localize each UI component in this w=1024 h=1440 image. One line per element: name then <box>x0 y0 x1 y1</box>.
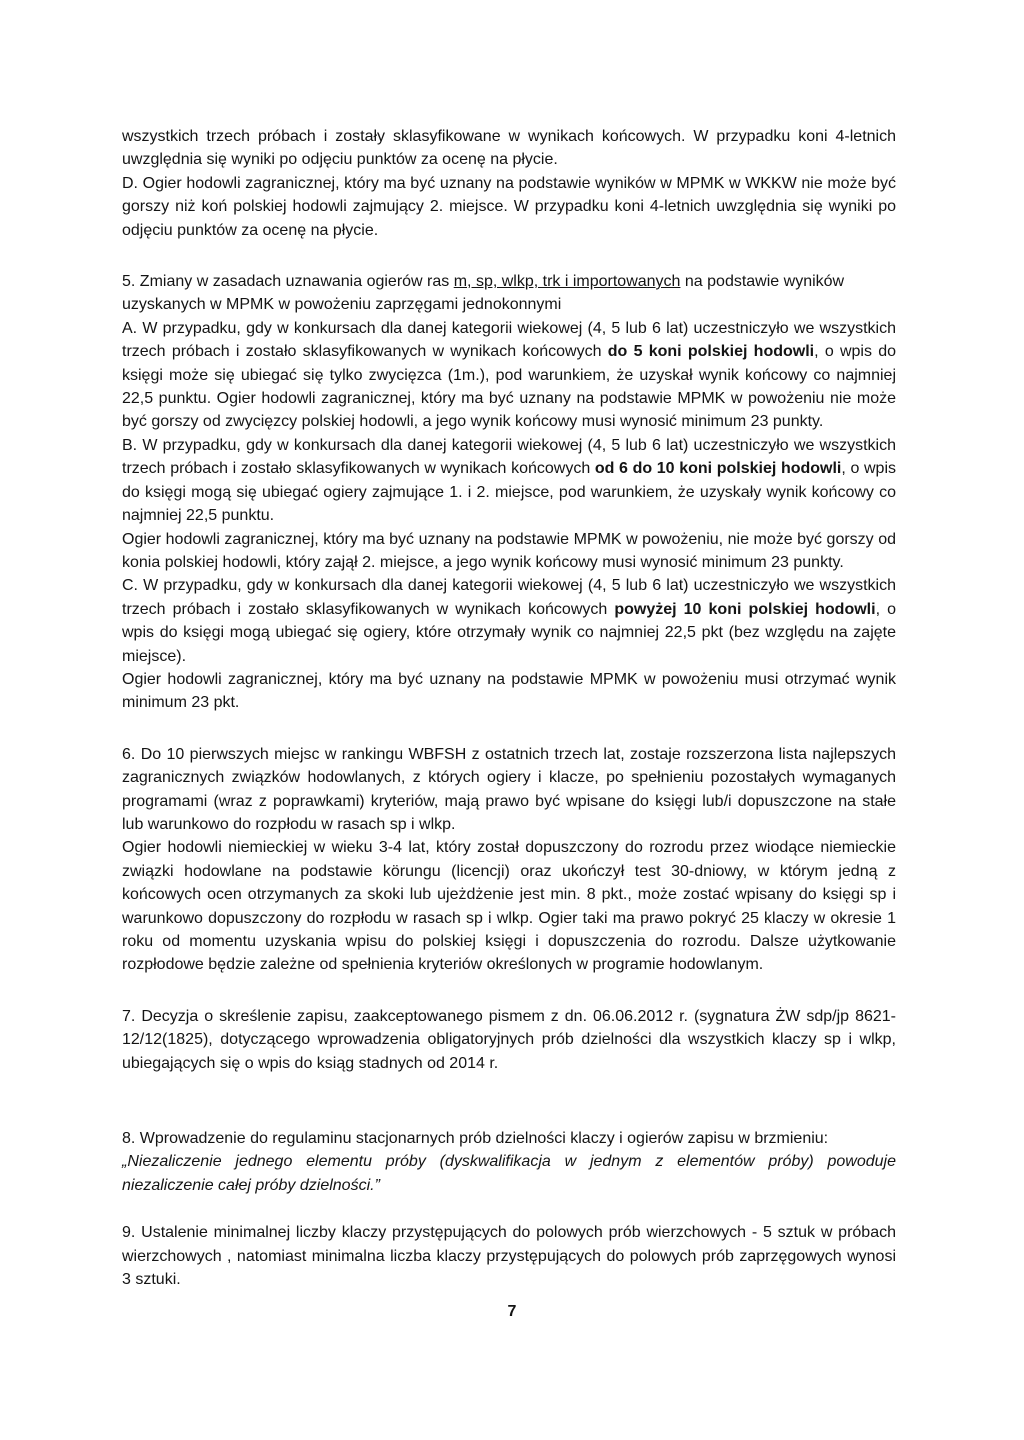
item-a-text-1: A. W przypadku, gdy w konkursach dla danej kategorii wiekowej (4, 5 lub 6 lat) uczestniczyło we wszystkich trzech próbach i zostało sklasyfikowanych w wynikach końcowych <box>122 319 896 361</box>
section-5-heading-pre: 5. Zmiany w zasadach uznawania ogierów ras <box>122 273 454 291</box>
section-8: 8. Wprowadzenie do regulaminu stacjonarnych prób dzielności klaczy i ogierów zapisu w brzmieniu: <box>122 1130 829 1148</box>
item-c-bold: powyżej 10 koni polskiej hodowli <box>614 600 876 618</box>
spacer <box>122 242 896 270</box>
page-number: 7 <box>507 1303 517 1320</box>
section-7: 7. Decyzja o skreślenie zapisu, zaakceptowanego pismem z dn. 06.06.2012 r. (sygnatura ŻW sdp/jp 8621-12/12(1825), dotyczącego wprowadzenia obligatoryjnych prób dzielności dla wszystkich klaczy sp i wlkp, ubiegających się o wpis do ksiąg stadnych od 2014 r. <box>122 1007 896 1072</box>
item-a-text-2: , o wpis do księgi może się ubiegać się tylko zwycięzca (1m.), pod warunkiem, że uzyskał wynik końcowy co najmniej 22,5 punktu. Ogier hodowli zagranicznej, który ma być uznany na podstawie MPMK w powożeniu nie może być gorszy od zwycięzcy polskiej hodowli, a jego wynik końcowy musi wynosić minimum 23 punkty. <box>122 343 897 431</box>
section-9: 9. Ustalenie minimalnej liczby klaczy przystępujących do polowych prób wierzchowych - 5 sztuk w próbach wierzchowych , natomiast minimalna liczba klaczy przystępujących do polowych prób zaprzęgowych wynosi 3 sztuki. <box>122 1224 896 1289</box>
spacer <box>122 1103 896 1127</box>
spacer <box>122 1197 896 1221</box>
section-8-quote: „Niezaliczenie jednego elementu próby (dyskwalifikacja w jednym z elementów próby) powoduje niezaliczenie całej próby dzielności.” <box>122 1153 896 1194</box>
spacer <box>122 1075 896 1103</box>
section-5-item-c-foreign: Ogier hodowli zagranicznej, który ma być uznany na podstawie MPMK w powożeniu musi otrzymać wynik minimum 23 pkt. <box>122 670 896 712</box>
spacer <box>122 715 896 743</box>
section-5-heading-post: na podstawie wyników uzyskanych w MPMK w powożeniu zaprzęgami jednokonnymi <box>122 273 845 314</box>
section-6: 6. Do 10 pierwszych miejsc w rankingu WBFSH z ostatnich trzech lat, zostaje rozszerzona lista najlepszych zagranicznych związków hodowlanych, z których ogiery i klacze, po spełnieniu pozostałych wymaganych programami (wraz z poprawkami) kryteriów, mają prawo być wpisane do księgi lub/i dopuszczone na stałe lub warunkowo do rozpłodu w rasach sp i wlkp. <box>122 745 896 833</box>
item-b-text-1: B. W przypadku, gdy w konkursach dla danej kategorii wiekowej (4, 5 lub 6 lat) uczestniczyło we wszystkich trzech próbach i zostało sklasyfikowanych w wynikach końcowych <box>122 436 896 478</box>
section-5-item-a <box>122 317 896 434</box>
section-5-item-b-foreign: Ogier hodowli zagranicznej, który ma być uznany na podstawie MPMK w powożeniu, nie może być gorszy od konia polskiej hodowli, który zajął 2. miejsce, a jego wynik końcowy musi wynosić minimum 23 punkty. <box>122 530 896 571</box>
item-c-text-2: , o wpis do księgi mogą ubiegać się ogiery, które otrzymały wynik co najmniej 22,5 pkt (bez względu na zajęte miejsce). <box>122 600 896 665</box>
item-b-bold: od 6 do 10 koni polskiej hodowli <box>594 460 842 478</box>
section-6-german-stallion: Ogier hodowli niemieckiej w wieku 3-4 lat, który został dopuszczony do rozrodu przez wiodące niemieckie związki hodowlane na podstawie körungu (licencji) oraz ukończył test 30-dniowy, w którym jedną z końcowych ocen otrzymanych za skoki lub ujeżdżenie jest min. 8 pkt., może zostać wpisany do księgi sp i warunkowo dopuszczony do rozpłodu w rasach sp i wlkp. Ogier taki ma prawo pokryć 25 klaczy w okresie 1 roku od momentu uzyskania wpisu do polskiej księgi i dopuszczenia do rozrodu. Dalsze użytkowanie rozpłodowe będzie zależne od spełnienia kryteriów określonych w programie hodowlanym. <box>122 839 896 974</box>
section-5-item-c <box>122 574 896 668</box>
item-a-bold: do 5 koni polskiej hodowli <box>607 343 815 361</box>
item-b-text-2: , o wpis do księgi mogą się ubiegać ogiery zajmujące 1. i 2. miejsce, pod warunkiem, że uzyskały wynik końcowy co najmniej 22,5 punktu. <box>122 460 897 525</box>
paragraph-d: D. Ogier hodowli zagranicznej, który ma być uznany na podstawie wyników w MPMK w WKKW nie może być gorszy niż koń polskiej hodowli zajmujący 2. miejsce. W przypadku koni 4-letnich uwzględnia się wyniki po odjęciu punktów za ocenę na płycie. <box>122 174 896 239</box>
spacer <box>122 977 896 1005</box>
section-5-heading-underlined: m, sp, wlkp, trk i importowanych <box>453 273 681 291</box>
section-5-item-b <box>122 434 896 528</box>
section-5-heading <box>122 270 896 317</box>
paragraph-continued: wszystkich trzech próbach i zostały sklasyfikowane w wynikach końcowych. W przypadku koni 4-letnich uwzględnia się wyniki po odjęciu punktów za ocenę na płycie. <box>122 128 896 169</box>
item-c-text-1: C. W przypadku, gdy w konkursach dla danej kategorii wiekowej (4, 5 lub 6 lat) uczestniczyło we wszystkich trzech próbach i zostało sklasyfikowanych w wynikach końcowych <box>122 577 896 618</box>
